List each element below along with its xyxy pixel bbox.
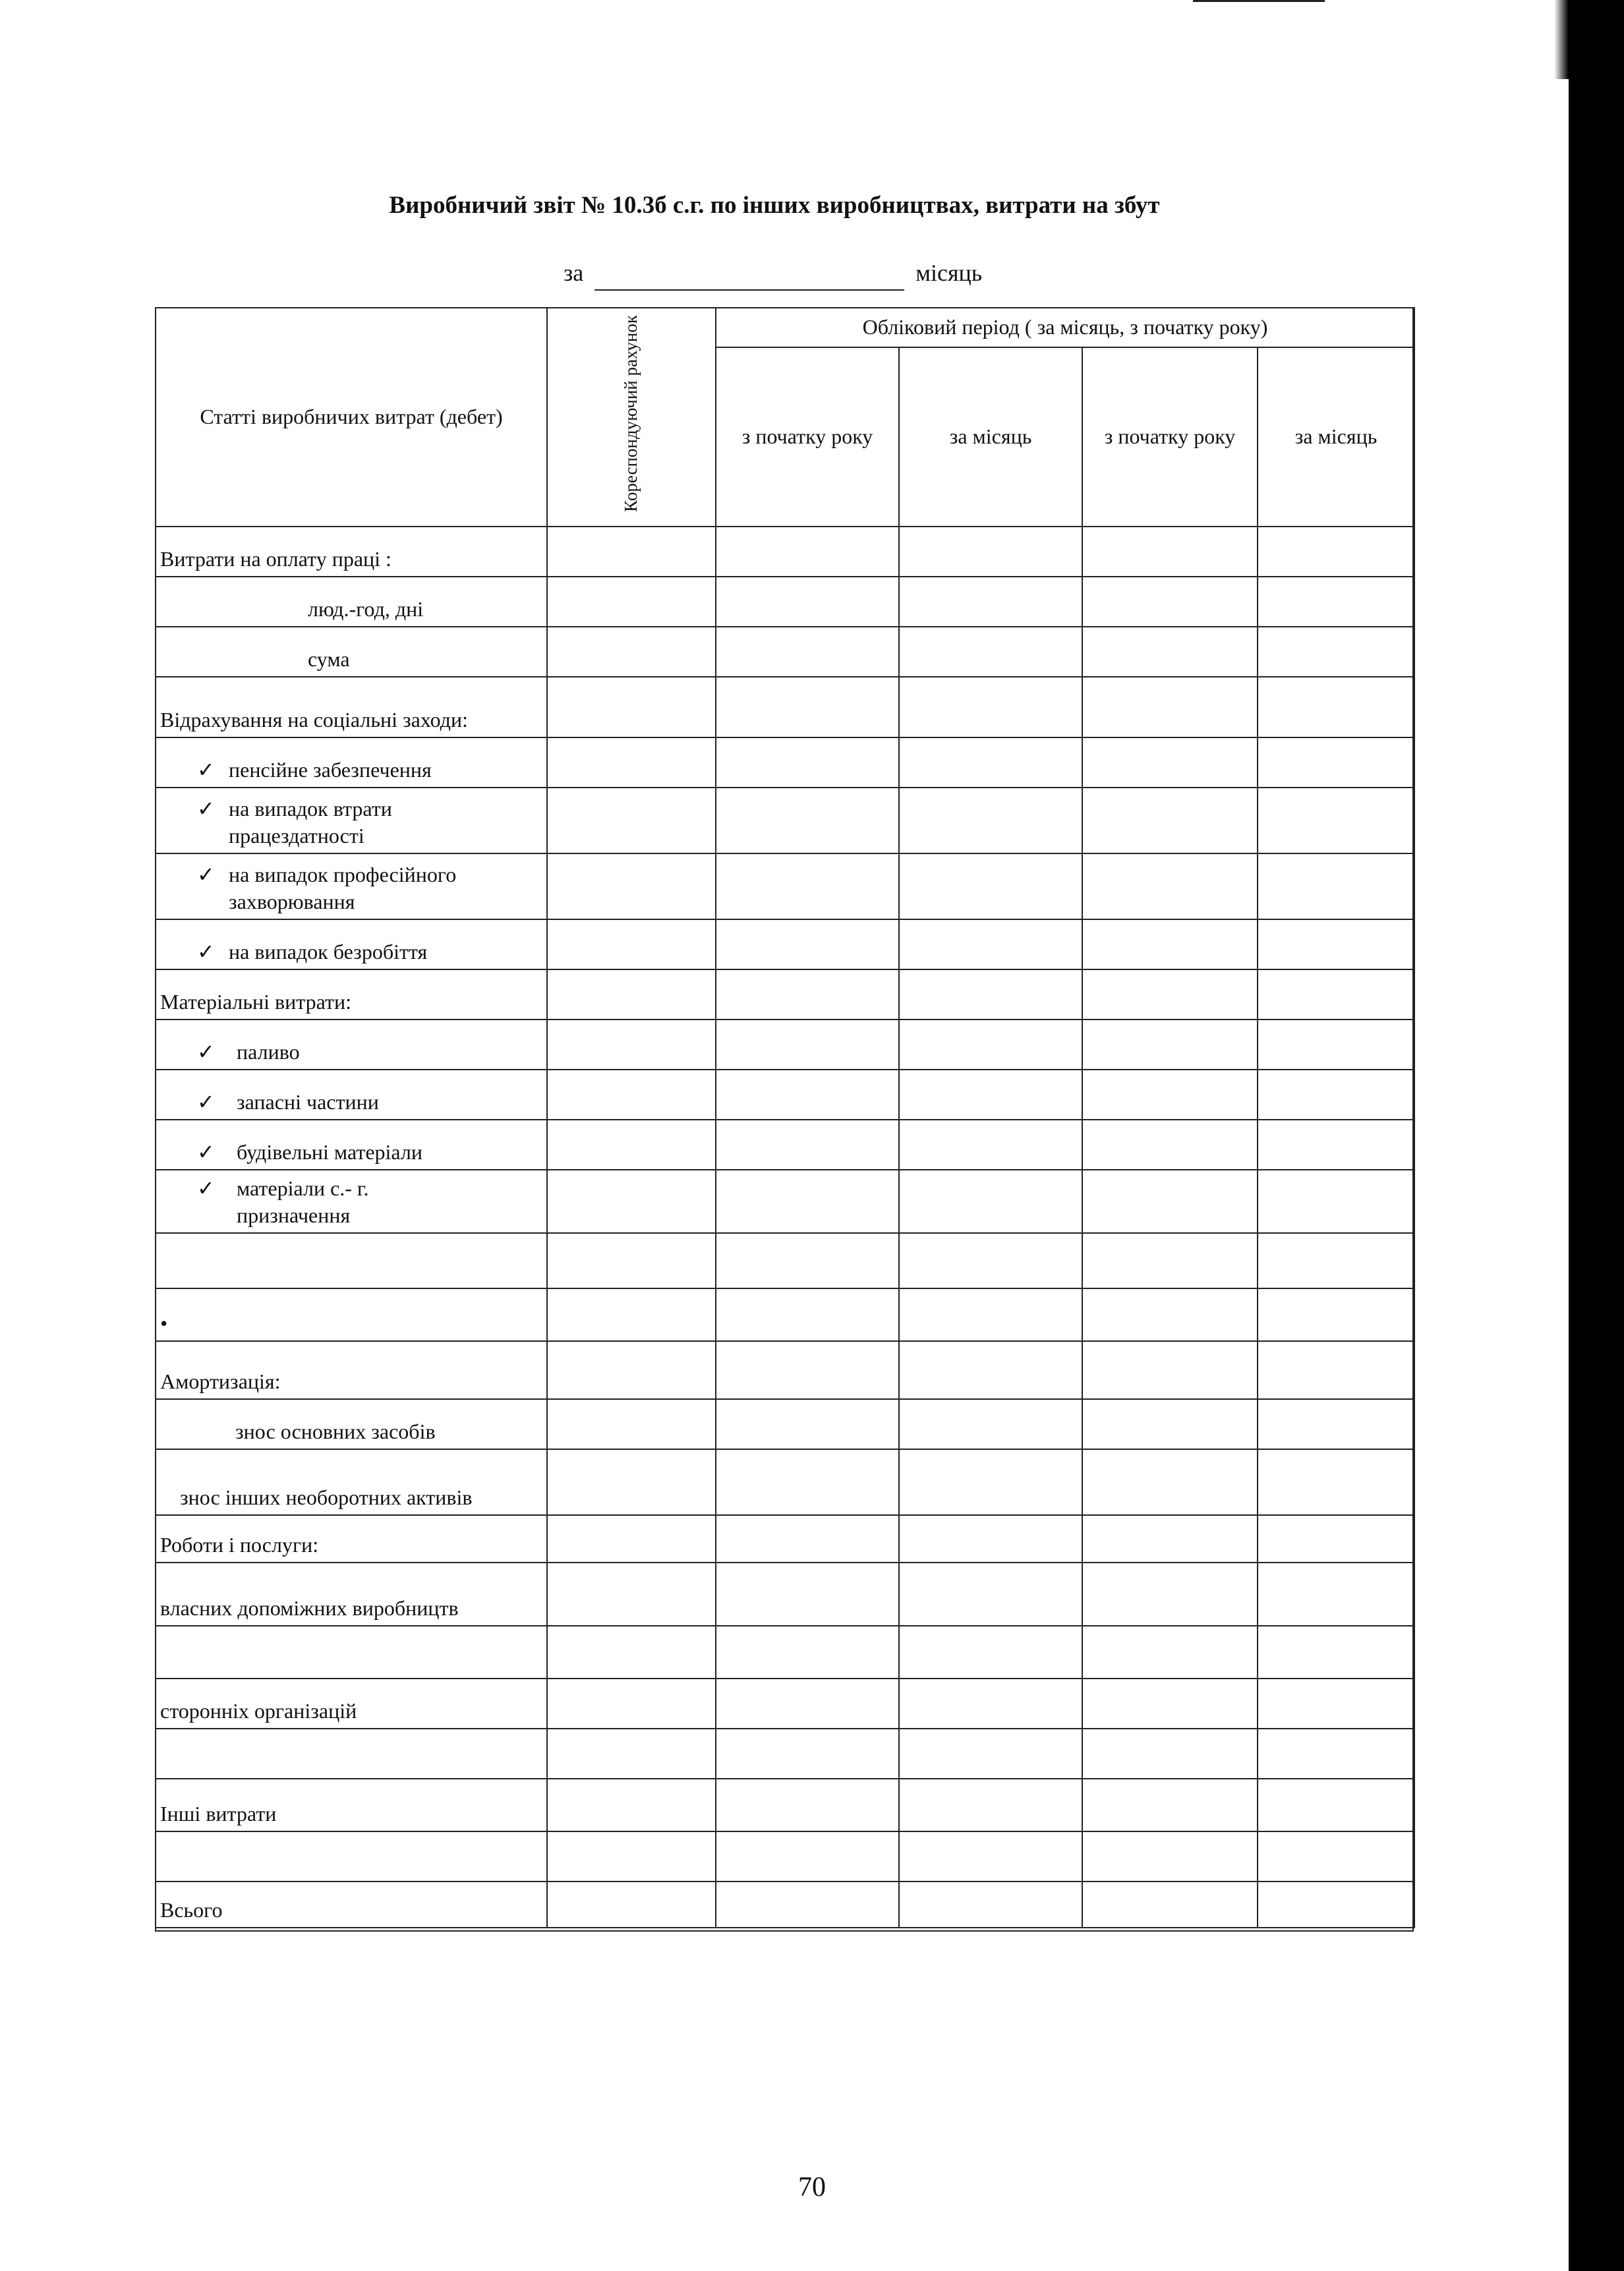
row-label-occupational: на випадок професійного захворювання [229, 862, 457, 914]
cell-value[interactable] [899, 1399, 1082, 1449]
cell-value[interactable] [1258, 677, 1414, 737]
row-label-works: Роботи і послуги: [156, 1515, 547, 1563]
cell-value[interactable] [1082, 1626, 1258, 1679]
cell-value[interactable] [716, 1882, 899, 1928]
row-bullet [156, 1288, 547, 1341]
cell-value[interactable] [899, 1288, 1082, 1341]
header-month-1: за місяць [899, 347, 1082, 527]
row-pension [156, 737, 547, 788]
table-row [156, 677, 1414, 737]
row-label-wear-other: знос інших необоротних активів [156, 1449, 547, 1515]
row-empty-2[interactable] [156, 1626, 547, 1679]
row-label-amortization: Амортизація: [156, 1341, 547, 1399]
cell-value[interactable] [899, 577, 1082, 627]
cell-value[interactable] [1258, 1882, 1414, 1928]
row-empty-3[interactable] [156, 1729, 547, 1779]
header-articles: Статті виробничих витрат (дебет) [156, 308, 547, 527]
row-occupational [156, 853, 547, 919]
cell-value[interactable] [1258, 1020, 1414, 1070]
cell-value[interactable] [1082, 1679, 1258, 1729]
cell-account[interactable] [547, 1070, 716, 1120]
cell-value[interactable] [1258, 1779, 1414, 1831]
table-row [156, 737, 1414, 788]
table-row [156, 1831, 1414, 1882]
table-row [156, 1449, 1414, 1515]
cell-account[interactable] [547, 1399, 716, 1449]
row-label-disability: на випадок втрати працездатності [229, 796, 392, 848]
row-label-labour-hours: люд.-год, дні [156, 577, 547, 627]
table-row [156, 1882, 1414, 1928]
check-icon: ✓ [197, 1176, 215, 1200]
table-row [156, 1779, 1414, 1831]
table-row [156, 577, 1414, 627]
cell-account[interactable] [547, 1831, 716, 1882]
cell-value[interactable] [1082, 1779, 1258, 1831]
cell-value[interactable] [1082, 1120, 1258, 1170]
cell-account[interactable] [547, 677, 716, 737]
cell-account[interactable] [547, 1729, 716, 1779]
row-empty-1[interactable] [156, 1233, 547, 1288]
cell-value[interactable] [716, 1341, 899, 1399]
table-row [156, 788, 1414, 853]
cell-value[interactable] [1258, 1070, 1414, 1120]
cell-value[interactable] [716, 737, 899, 788]
cell-value[interactable] [716, 1779, 899, 1831]
cell-value[interactable] [899, 919, 1082, 969]
page-number: 70 [798, 2172, 826, 2202]
cell-value[interactable] [716, 969, 899, 1020]
row-disability [156, 788, 547, 853]
cell-value[interactable] [899, 1020, 1082, 1070]
cell-value[interactable] [899, 788, 1082, 853]
table-row [156, 1070, 1414, 1120]
cell-account[interactable] [547, 969, 716, 1020]
page-title: Виробничий звіт № 10.3б с.г. по інших виробництвах, витрати на збут [389, 192, 1160, 219]
cell-value[interactable] [899, 853, 1082, 919]
cell-value[interactable] [1082, 677, 1258, 737]
cell-account[interactable] [547, 1449, 716, 1515]
check-icon: ✓ [197, 758, 215, 782]
scan-dark-edge [1569, 0, 1624, 2271]
cell-account[interactable] [547, 1882, 716, 1928]
cell-value[interactable] [899, 677, 1082, 737]
cell-value[interactable] [1258, 1449, 1414, 1515]
cell-value[interactable] [716, 1729, 899, 1779]
row-fuel [156, 1020, 547, 1070]
table-row [156, 1729, 1414, 1779]
cell-account[interactable] [547, 1170, 716, 1233]
cell-value[interactable] [716, 1070, 899, 1120]
cell-value[interactable] [1082, 1449, 1258, 1515]
cell-value[interactable] [1258, 919, 1414, 969]
check-icon: ✓ [197, 1040, 215, 1064]
cell-value[interactable] [1082, 1831, 1258, 1882]
header-ytd-2: з початку року [1082, 347, 1258, 527]
cell-value[interactable] [1082, 1399, 1258, 1449]
table-row [156, 1233, 1414, 1288]
cell-value[interactable] [1258, 1288, 1414, 1341]
row-label-pension: пенсійне забезпечення [229, 758, 432, 782]
cell-account[interactable] [547, 1679, 716, 1729]
cell-value[interactable] [716, 1831, 899, 1882]
cell-value[interactable] [899, 527, 1082, 577]
cell-value[interactable] [1258, 788, 1414, 853]
row-label-labour-sum: сума [156, 627, 547, 677]
table-row [156, 1679, 1414, 1729]
cell-value[interactable] [1082, 527, 1258, 577]
cell-account[interactable] [547, 527, 716, 577]
cell-value[interactable] [716, 1626, 899, 1679]
cell-value[interactable] [1258, 577, 1414, 627]
table-row [156, 1515, 1414, 1563]
row-label-social: Відрахування на соціальні заходи: [156, 677, 547, 737]
scan-top-line [1193, 0, 1325, 2]
cell-account[interactable] [547, 1233, 716, 1288]
cell-value[interactable] [716, 1288, 899, 1341]
cell-value[interactable] [1082, 1170, 1258, 1233]
cell-value[interactable] [1258, 1729, 1414, 1779]
cell-account[interactable] [547, 627, 716, 677]
cell-value[interactable] [1258, 853, 1414, 919]
cell-value[interactable] [899, 1070, 1082, 1120]
cell-value[interactable] [1258, 737, 1414, 788]
cell-value[interactable] [716, 1399, 899, 1449]
cell-value[interactable] [716, 527, 899, 577]
cell-value[interactable] [1258, 1831, 1414, 1882]
cell-value[interactable] [716, 1679, 899, 1729]
row-label-unemployment: на випадок безробіття [229, 940, 428, 964]
cell-value[interactable] [899, 1626, 1082, 1679]
cell-account[interactable] [547, 1341, 716, 1399]
cell-value[interactable] [1082, 1563, 1258, 1626]
cell-value[interactable] [899, 969, 1082, 1020]
cell-value[interactable] [716, 1020, 899, 1070]
row-label-total: Всього [156, 1882, 547, 1928]
cell-value[interactable] [1258, 1170, 1414, 1233]
cell-value[interactable] [899, 1120, 1082, 1170]
cell-account[interactable] [547, 1779, 716, 1831]
cell-value[interactable] [716, 1170, 899, 1233]
row-label-materials: Матеріальні витрати: [156, 969, 547, 1020]
cell-account[interactable] [547, 853, 716, 919]
cell-value[interactable] [899, 1170, 1082, 1233]
table-row [156, 1626, 1414, 1679]
period-blank-field[interactable] [594, 262, 904, 291]
check-icon: ✓ [197, 796, 215, 820]
cell-value[interactable] [1258, 627, 1414, 677]
period-prefix: за [564, 260, 584, 286]
cell-account[interactable] [547, 1515, 716, 1563]
row-label-third-party: сторонніх організацій [156, 1679, 547, 1729]
cell-value[interactable] [1082, 577, 1258, 627]
period-line [564, 259, 982, 291]
header-account-label: Кореспондуючий рахунок [621, 315, 641, 513]
cell-value[interactable] [716, 1233, 899, 1288]
cell-value[interactable] [1082, 1020, 1258, 1070]
cell-value[interactable] [899, 737, 1082, 788]
row-label-other: Інші витрати [156, 1779, 547, 1831]
cell-account[interactable] [547, 919, 716, 969]
bullet-icon: • [160, 1311, 168, 1336]
row-label-own-aux: власних допоміжних виробництв [156, 1563, 547, 1626]
row-agri [156, 1170, 547, 1233]
cell-value[interactable] [1082, 969, 1258, 1020]
table-row [156, 1020, 1414, 1070]
cell-value[interactable] [1082, 788, 1258, 853]
cell-account[interactable] [547, 737, 716, 788]
check-icon: ✓ [197, 940, 215, 964]
table-row [156, 527, 1414, 577]
row-label-building: будівельні матеріали [237, 1140, 422, 1164]
cell-value[interactable] [899, 1679, 1082, 1729]
check-icon: ✓ [197, 1090, 215, 1114]
cell-value[interactable] [716, 919, 899, 969]
cell-value[interactable] [1258, 1120, 1414, 1170]
cell-value[interactable] [1082, 737, 1258, 788]
header-account [547, 308, 716, 527]
cell-value[interactable] [1258, 527, 1414, 577]
cell-value[interactable] [1258, 1679, 1414, 1729]
cell-value[interactable] [1082, 853, 1258, 919]
cell-account[interactable] [547, 1563, 716, 1626]
cell-value[interactable] [716, 1563, 899, 1626]
cell-value[interactable] [899, 1341, 1082, 1399]
cell-value[interactable] [899, 1515, 1082, 1563]
period-suffix: місяць [915, 260, 983, 286]
cell-account[interactable] [547, 577, 716, 627]
cell-value[interactable] [899, 1449, 1082, 1515]
cell-value[interactable] [1258, 1515, 1414, 1563]
table-row [156, 627, 1414, 677]
cell-value[interactable] [1082, 1288, 1258, 1341]
cell-value[interactable] [716, 1515, 899, 1563]
row-unemployment [156, 919, 547, 969]
cell-account[interactable] [547, 1288, 716, 1341]
cell-value[interactable] [899, 1563, 1082, 1626]
cell-value[interactable] [716, 577, 899, 627]
table-row [156, 919, 1414, 969]
row-label-agri: матеріали с.- г. призначення [237, 1176, 369, 1228]
check-icon: ✓ [197, 862, 215, 886]
table-row [156, 1341, 1414, 1399]
cell-value[interactable] [899, 1831, 1082, 1882]
header-month-2: за місяць [1258, 347, 1414, 527]
table-row [156, 1563, 1414, 1626]
cell-value[interactable] [899, 627, 1082, 677]
cell-value[interactable] [1258, 1563, 1414, 1626]
table-row [156, 1399, 1414, 1449]
cell-value[interactable] [1082, 1729, 1258, 1779]
row-spare-parts [156, 1070, 547, 1120]
header-ytd-1: з початку року [716, 347, 899, 527]
row-label-labour: Витрати на оплату праці : [156, 527, 547, 577]
cell-value[interactable] [899, 1729, 1082, 1779]
cell-value[interactable] [1082, 1341, 1258, 1399]
table-row [156, 1120, 1414, 1170]
cell-value[interactable] [1258, 1399, 1414, 1449]
cell-account[interactable] [547, 1120, 716, 1170]
cell-value[interactable] [1082, 1882, 1258, 1928]
cell-value[interactable] [1082, 1070, 1258, 1120]
cell-value[interactable] [1258, 969, 1414, 1020]
row-label-wear-fixed: знос основних засобів [156, 1399, 547, 1449]
cell-value[interactable] [1258, 1233, 1414, 1288]
row-building [156, 1120, 547, 1170]
cell-value[interactable] [1082, 1515, 1258, 1563]
cell-value[interactable] [899, 1233, 1082, 1288]
row-label-spare-parts: запасні частини [237, 1090, 379, 1114]
table-row [156, 1288, 1414, 1341]
check-icon: ✓ [197, 1140, 215, 1164]
cell-value[interactable] [716, 1449, 899, 1515]
row-empty-4[interactable] [156, 1831, 547, 1882]
header-period: Обліковий період ( за місяць, з початку року) [716, 308, 1414, 347]
row-label-fuel: паливо [237, 1040, 300, 1064]
table-row [156, 969, 1414, 1020]
cell-account[interactable] [547, 1020, 716, 1070]
cell-value[interactable] [1258, 1626, 1414, 1679]
cell-value[interactable] [716, 788, 899, 853]
cell-value[interactable] [899, 1882, 1082, 1928]
table-row [156, 853, 1414, 919]
cell-value[interactable] [1258, 1341, 1414, 1399]
cell-value[interactable] [716, 853, 899, 919]
cell-value[interactable] [899, 1779, 1082, 1831]
cell-value[interactable] [716, 677, 899, 737]
cell-account[interactable] [547, 788, 716, 853]
cell-value[interactable] [716, 1120, 899, 1170]
cell-value[interactable] [1082, 919, 1258, 969]
table-row [156, 1170, 1414, 1233]
cell-account[interactable] [547, 1626, 716, 1679]
report-table [155, 307, 1415, 1928]
cell-value[interactable] [716, 627, 899, 677]
cell-value[interactable] [1082, 627, 1258, 677]
cell-value[interactable] [1082, 1233, 1258, 1288]
